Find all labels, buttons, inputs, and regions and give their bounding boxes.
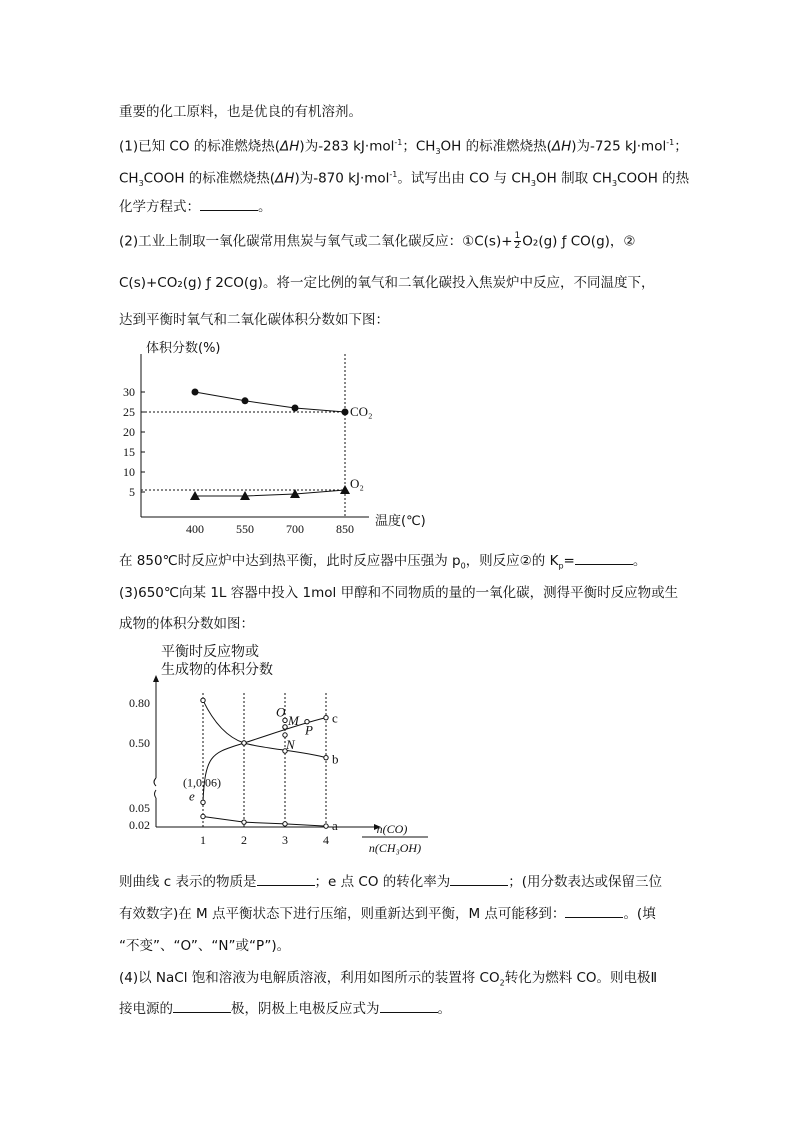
q4-line2: 接电源的 极，阴极上电极反应式为 。 <box>119 1001 451 1017</box>
chart1-x-tick-label: 700 <box>286 522 304 536</box>
chart1-x-tick-label: 550 <box>236 522 254 536</box>
answer-blank <box>380 1000 438 1013</box>
chart1-y-tick-label: 15 <box>123 445 135 459</box>
chart2-label-c: c <box>332 710 338 726</box>
chart2-label-M: M <box>288 713 299 728</box>
chart2-point-a <box>324 824 328 828</box>
chart2-y-axis-label-line2: 生成物的体积分数 <box>161 662 273 678</box>
q2-line3: 达到平衡时氧气和二氧化碳体积分数如下图： <box>119 312 389 328</box>
q1-line2: $CH_3COOH$ 的标准燃烧热(ΔH)为-870 kJ·mol$^{-1}$。试写出由 CO 与 $CH_3OH$ 制取 $CH_3COOH$ 的热 <box>119 170 690 189</box>
chart2-y-axis-arrow <box>153 675 159 682</box>
q2-after-line: 在 850℃时反应炉中达到热平衡，此时反应器中压强为 $p_0$，则反应②的 $K_p=$ 。 <box>119 553 647 571</box>
chart2-point-c <box>324 715 328 719</box>
chart2-point-b <box>324 755 328 759</box>
q3-line2: 成物的体积分数如图： <box>119 616 254 632</box>
chart-equilibrium-volume-fraction <box>119 638 439 863</box>
chart1-label-co2: CO₂ <box>350 404 373 419</box>
answer-blank <box>200 198 258 211</box>
fraction-half: $\frac{1}{2}$ <box>514 231 521 251</box>
chart2-point-a <box>242 820 246 824</box>
chart2-y-tick-label: 0.05 <box>129 801 150 815</box>
chart2-point-c <box>242 741 246 745</box>
chart2-label-O: O <box>276 704 286 720</box>
answer-blank <box>173 1000 231 1013</box>
q3-after-line1: 则曲线 c 表示的物质是 ；e 点 CO 的转化率为 ；(用分数表达或保留三位 <box>119 874 663 890</box>
chart1-x-axis-label: 温度(℃) <box>375 514 426 529</box>
answer-blank <box>575 552 633 565</box>
chart2-y-tick-label: 0.80 <box>129 696 150 710</box>
q3-after-line3: “不变”、“O”、“N”或“P”)。 <box>119 938 291 954</box>
chart2-x-label-denominator: n(CH₃OH) <box>368 841 422 855</box>
answer-blank <box>565 905 623 918</box>
chart2-point-a <box>283 822 287 826</box>
chart2-y-axis-label-line1: 平衡时反应物或 <box>161 644 259 660</box>
q2-line1: (2)工业上制取一氧化碳常用焦炭与氧气或二氧化碳反应：①C(s)+ $\frac{1}{2}$ O₂(g) ƒ CO(g)，② <box>119 231 636 251</box>
chart2-label-P: P <box>305 722 313 738</box>
chart2-x-tick-label: 1 <box>200 833 206 847</box>
chart2-y-axis-break2 <box>155 790 157 798</box>
q2-line2: C(s)+CO₂(g) ƒ 2CO(g)。将一定比例的氧气和二氧化碳投入焦炭炉中反应，不同温度下， <box>119 275 655 291</box>
chart2-point-e <box>201 800 205 804</box>
chart1-y-tick-label: 5 <box>129 485 135 499</box>
chart1-y-axis-label: 体积分数(%) <box>146 341 221 356</box>
chart2-point-b <box>201 698 205 702</box>
chart2-x-tick-label: 3 <box>282 833 288 847</box>
chart1-series-o2-line <box>195 490 345 496</box>
chart2-point-M <box>283 725 287 729</box>
chart1-y-tick-label: 30 <box>123 385 135 399</box>
chart2-label-e-coord: (1,0.06) <box>183 775 221 790</box>
chart1-point-co2 <box>242 397 249 404</box>
chart2-label-b: b <box>332 751 339 767</box>
chart2-x-tick-label: 2 <box>241 833 247 847</box>
chart1-x-tick-label: 400 <box>186 522 204 536</box>
chart1-x-tick-label: 850 <box>336 522 354 536</box>
chart2-y-tick-label: 0.02 <box>129 818 150 832</box>
chart1-series-co2-line <box>195 392 345 412</box>
answer-blank <box>450 873 508 886</box>
chart1-y-tick-label: 25 <box>123 405 135 419</box>
chart1-point-co2 <box>342 409 349 416</box>
intro-line: 重要的化工原料，也是优良的有机溶剂。 <box>119 104 362 120</box>
chart2-label-N: N <box>286 737 295 752</box>
chart1-y-tick-label: 20 <box>123 425 135 439</box>
chart2-series-a-line <box>203 817 326 827</box>
answer-blank <box>257 873 315 886</box>
q4-line1: (4)以 NaCl 饱和溶液为电解质溶液，利用如图所示的装置将 $CO_2$转化为燃料 CO。则电极Ⅱ <box>119 970 658 988</box>
q1-line3: 化学方程式： 。 <box>119 199 272 215</box>
chart2-y-axis-break <box>154 778 156 786</box>
chart1-point-co2 <box>292 405 299 412</box>
chart2-y-tick-label: 0.50 <box>129 736 150 750</box>
chart2-x-label-numerator: n(CO) <box>376 822 408 836</box>
chart2-x-tick-label: 4 <box>323 833 329 847</box>
chart1-label-o2: O₂ <box>350 476 364 491</box>
chart2-label-a: a <box>332 818 338 834</box>
q1-line1: (1)已知 CO 的标准燃烧热(ΔH)为-283 kJ·mol$^{-1}$；$CH_3OH$ 的标准燃烧热(ΔH)为-725 kJ·mol$^{-1}$； <box>119 138 688 157</box>
chart-temperature-volume-fraction <box>119 332 449 542</box>
chart1-point-co2 <box>192 389 199 396</box>
q3-after-line2: 有效数字)在 M 点平衡状态下进行压缩，则重新达到平衡，M 点可能移到： 。(填 <box>119 906 656 922</box>
chart2-point-a <box>201 814 205 818</box>
chart2-label-e: e <box>189 788 195 804</box>
q3-line1: (3)650℃向某 1L 容器中投入 1mol 甲醇和不同物质的量的一氧化碳，测得平衡时反应物或生 <box>119 585 679 601</box>
chart1-y-tick-label: 10 <box>123 465 135 479</box>
